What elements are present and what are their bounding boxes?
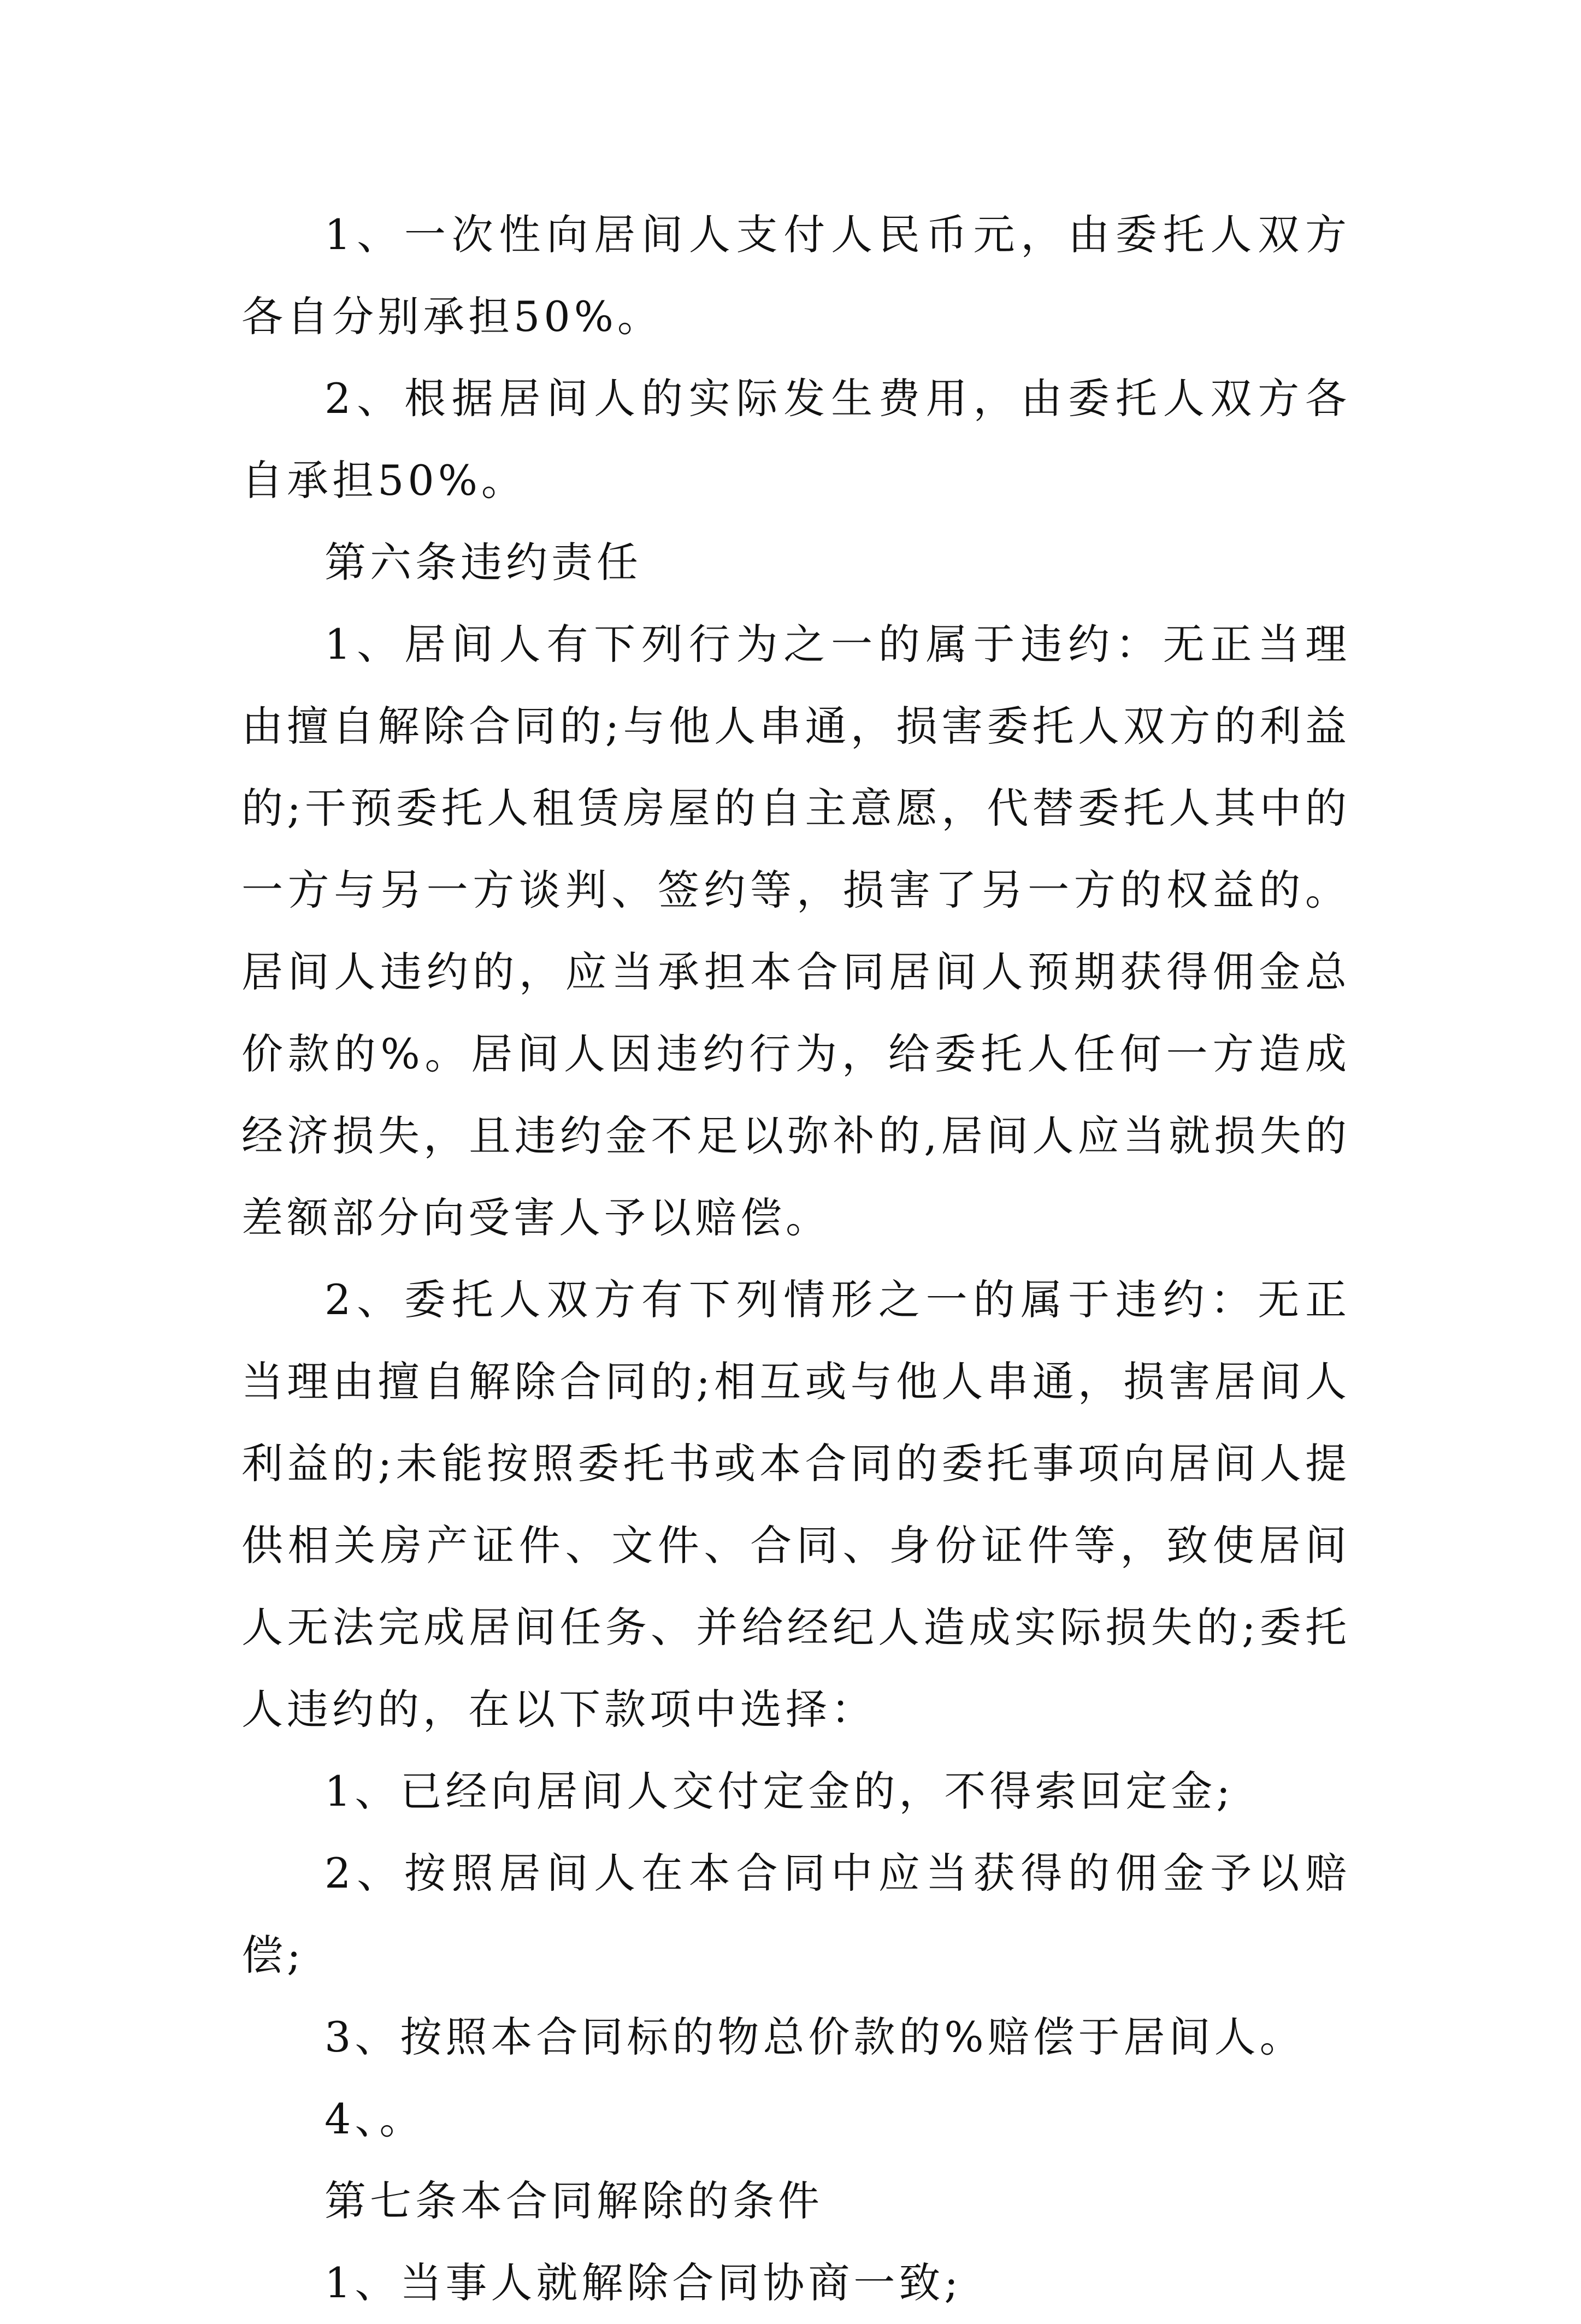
paragraph-option-3: 3、按照本合同标的物总价款的%赔偿于居间人。	[325, 2013, 1305, 2061]
paragraph-fee-clause-1: 1、一次性向居间人支付人民币元，由委托人双方各自分别承担50%。	[241, 210, 1350, 341]
heading-article-7: 第七条本合同解除的条件	[325, 2177, 823, 2225]
paragraph-breach-intermediary: 1、居间人有下列行为之一的属于违约：无正当理由擅自解除合同的;与他人串通，损害委托人双方的利益的;干预委托人租赁房屋的自主意愿，代替委托人其中的一方与另一方谈判、签约等，损害了另一方的权益的。居间人违约的，应当承担本合同居间人预期获得佣金总价款的%。居间人因违约行为，给委托人任何一方造成经济损失，且违约金不足以弥补的,居间人应当就损失的差额部分向受害人予以赔偿。	[241, 620, 1350, 1242]
paragraph-termination-1: 1、当事人就解除合同协商一致;	[325, 2258, 962, 2307]
paragraph-breach-principals: 2、委托人双方有下列情形之一的属于违约：无正当理由擅自解除合同的;相互或与他人串通，损害居间人利益的;未能按照委托书或本合同的委托事项向居间人提供相关房产证件、文件、合同、身份证件等，致使居间人无法完成居间任务、并给经纪人造成实际损失的;委托人违约的，在以下款项中选择：	[241, 1275, 1350, 1734]
document-body	[241, 194, 1350, 2324]
paragraph-option-4: 4、。	[325, 2095, 425, 2143]
heading-article-6: 第六条违约责任	[325, 538, 642, 587]
paragraph-option-1: 1、已经向居间人交付定金的，不得索回定金;	[325, 1767, 1234, 1816]
paragraph-option-2: 2、按照居间人在本合同中应当获得的佣金予以赔偿;	[241, 1849, 1350, 1979]
paragraph-fee-clause-2: 2、根据居间人的实际发生费用，由委托人双方各自承担50%。	[241, 374, 1350, 505]
